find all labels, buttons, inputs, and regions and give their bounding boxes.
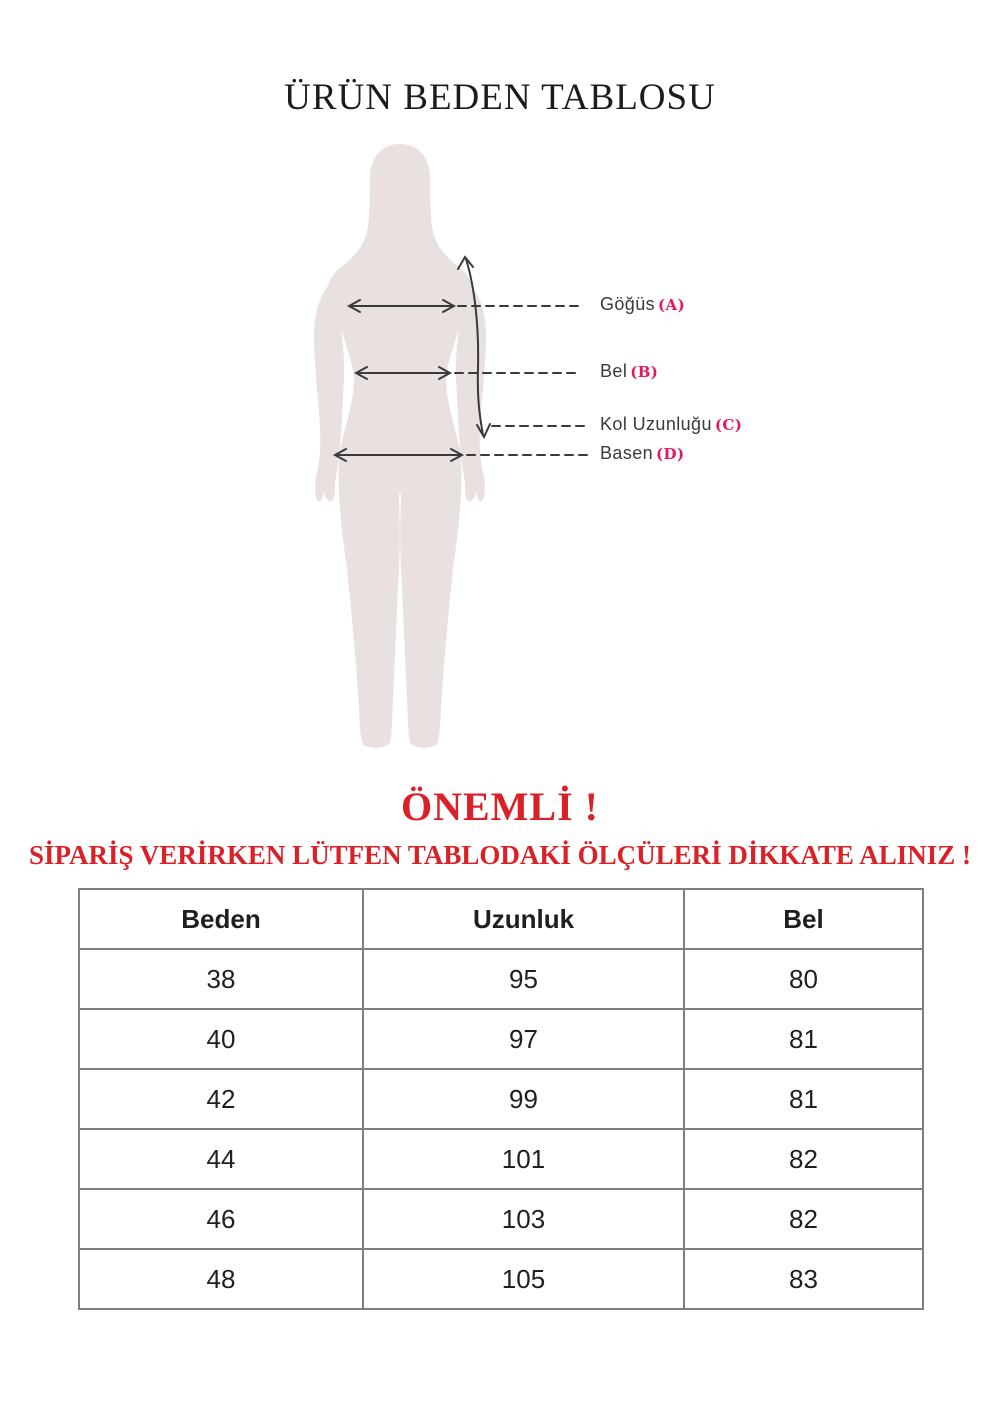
column-header-bel: Bel	[684, 889, 923, 949]
page-title: ÜRÜN BEDEN TABLOSU	[284, 77, 716, 118]
table-row	[79, 1249, 923, 1309]
uzunluk-cell: 95	[363, 949, 684, 1009]
beden-cell: 42	[79, 1069, 363, 1129]
arm-length-label-code: (C)	[714, 416, 743, 434]
bel-cell: 80	[684, 949, 923, 1009]
beden-cell: 46	[79, 1189, 363, 1249]
chest-label	[600, 294, 685, 315]
table-row	[79, 1129, 923, 1189]
table-row	[79, 949, 923, 1009]
size-table	[78, 888, 924, 1310]
bel-cell: 82	[684, 1129, 923, 1189]
arm-length-label	[600, 414, 742, 435]
waist-label	[600, 361, 658, 382]
beden-cell: 38	[79, 949, 363, 1009]
column-header-beden: Beden	[79, 889, 363, 949]
body-shape	[327, 144, 473, 748]
uzunluk-cell: 99	[363, 1069, 684, 1129]
column-header-uzunluk: Uzunluk	[363, 889, 684, 949]
table-row	[79, 1009, 923, 1069]
bel-cell: 83	[684, 1249, 923, 1309]
bel-cell: 82	[684, 1189, 923, 1249]
important-heading: ÖNEMLİ !	[401, 784, 599, 829]
chest-label-text: Göğüs	[600, 294, 656, 314]
beden-cell: 44	[79, 1129, 363, 1189]
hip-label	[600, 443, 684, 464]
arm-length-label-text: Kol Uzunluğu	[600, 414, 712, 434]
uzunluk-cell: 97	[363, 1009, 684, 1069]
uzunluk-cell: 103	[363, 1189, 684, 1249]
table-row	[79, 1189, 923, 1249]
bel-cell: 81	[684, 1069, 923, 1129]
female-silhouette	[314, 144, 486, 748]
bel-cell: 81	[684, 1009, 923, 1069]
waist-label-code: (B)	[630, 363, 659, 381]
chest-label-code: (A)	[658, 296, 686, 314]
table-row	[79, 1069, 923, 1129]
uzunluk-cell: 105	[363, 1249, 684, 1309]
hip-label-text: Basen	[600, 443, 654, 463]
measurement-diagram	[0, 138, 1000, 768]
size-table-header-row	[79, 889, 923, 949]
measurement-diagram-graphic	[0, 138, 1000, 768]
beden-cell: 48	[79, 1249, 363, 1309]
beden-cell: 40	[79, 1009, 363, 1069]
important-message: SİPARİŞ VERİRKEN LÜTFEN TABLODAKİ ÖLÇÜLERİ DİKKATE ALINIZ !	[29, 840, 971, 870]
waist-label-text: Bel	[600, 361, 628, 381]
hip-label-code: (D)	[656, 445, 685, 463]
uzunluk-cell: 101	[363, 1129, 684, 1189]
